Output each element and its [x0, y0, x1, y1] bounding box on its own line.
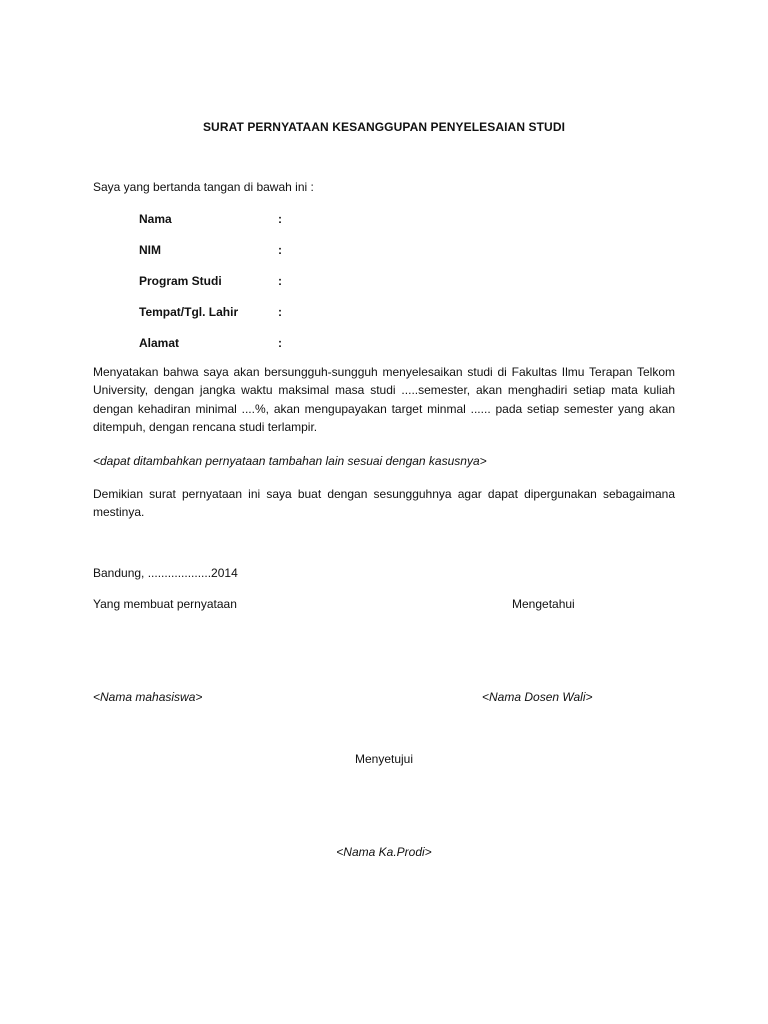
intro-text: Saya yang bertanda tangan di bawah ini : [93, 180, 314, 194]
knowing-label: Mengetahui [512, 597, 575, 611]
maker-label: Yang membuat pernyataan [93, 597, 237, 611]
field-colon-alamat: : [278, 336, 282, 350]
field-colon-program-studi: : [278, 274, 282, 288]
field-colon-tempat-tgl-lahir: : [278, 305, 282, 319]
lecturer-name: <Nama Dosen Wali> [482, 690, 593, 704]
place-date: Bandung, ...................2014 [93, 566, 238, 580]
field-colon-nama: : [278, 212, 282, 226]
field-label-nim: NIM [139, 243, 161, 257]
field-label-program-studi: Program Studi [139, 274, 222, 288]
head-of-program-name: <Nama Ka.Prodi> [336, 845, 432, 859]
student-name: <Nama mahasiswa> [93, 690, 203, 704]
statement-paragraph: Menyatakan bahwa saya akan bersungguh-sungguh menyelesaikan studi di Fakultas Ilmu Terapan Telkom University, dengan jangka waktu maksimal masa studi .....semester, akan menghadiri setiap mata kuliah dengan kehadiran minimal ....%, akan mengupayakan target minmal ...... pada setiap semester yang akan ditempuh, dengan rencana studi terlampir. [93, 365, 675, 434]
closing-paragraph: Demikian surat pernyataan ini saya buat dengan sesungguhnya agar dapat dipergunakan sebagaimana mestinya. [93, 487, 675, 520]
field-label-alamat: Alamat [139, 336, 180, 350]
field-colon-nim: : [278, 243, 282, 257]
field-label-tempat-tgl-lahir: Tempat/Tgl. Lahir [139, 305, 239, 319]
document-title: SURAT PERNYATAAN KESANGGUPAN PENYELESAIAN STUDI [202, 120, 566, 134]
additional-note: <dapat ditambahkan pernyataan tambahan lain sesuai dengan kasusnya> [93, 454, 487, 468]
approve-label: Menyetujui [354, 752, 414, 766]
field-label-nama: Nama [139, 212, 172, 226]
